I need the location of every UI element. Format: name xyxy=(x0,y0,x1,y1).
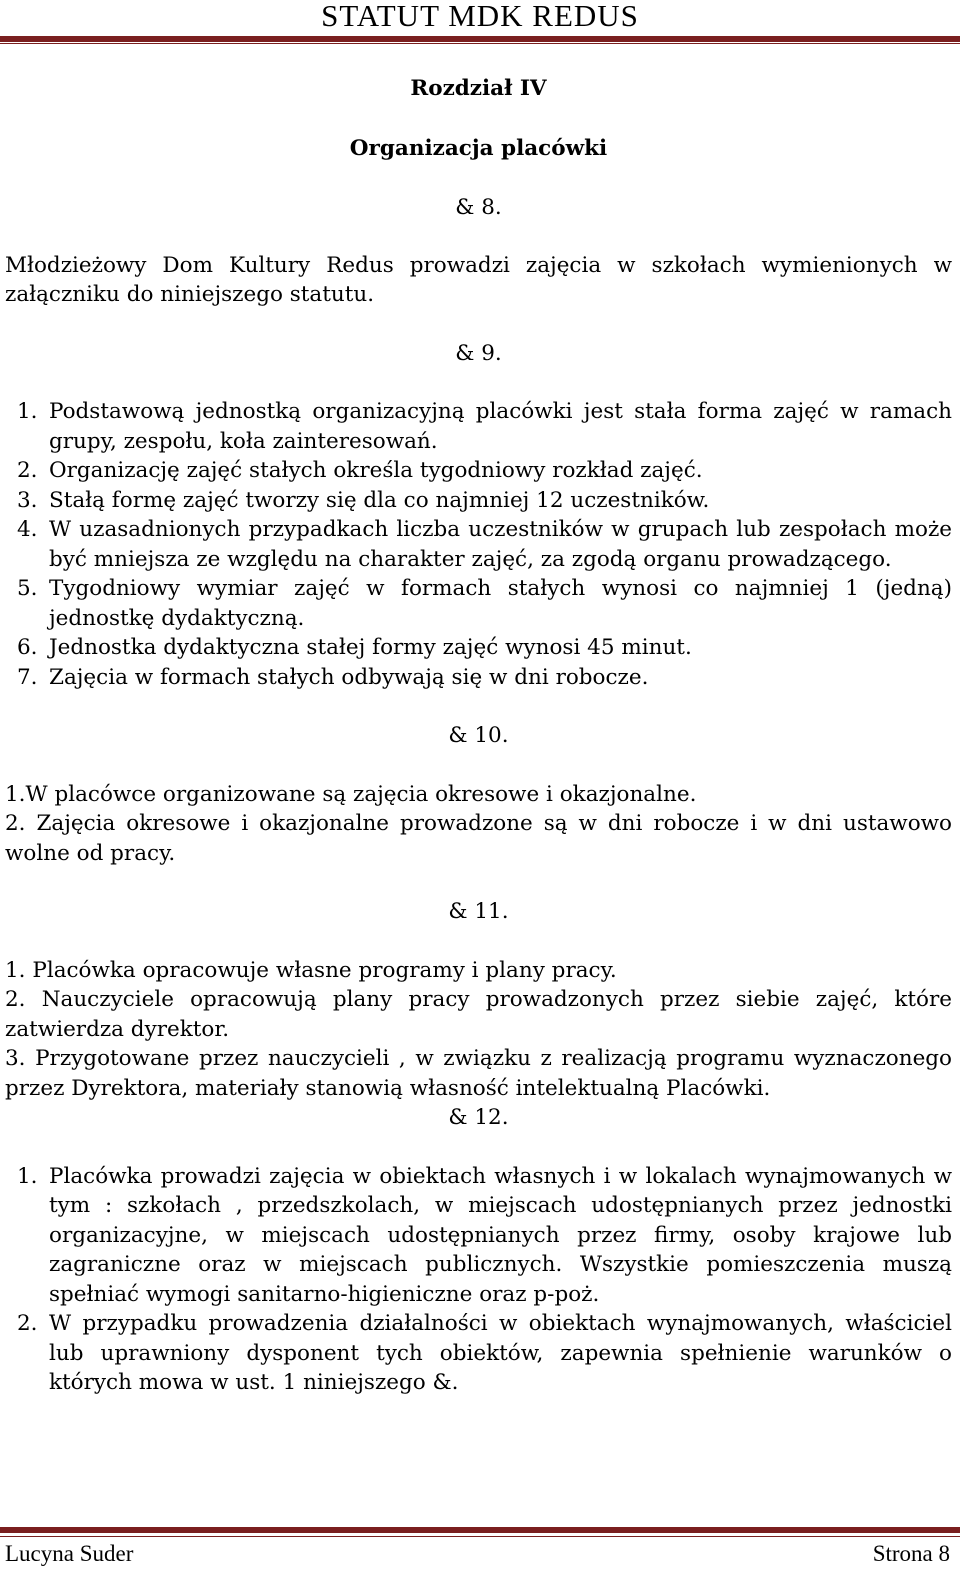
list-item-number: 4. xyxy=(17,517,38,542)
section-11-line-1: 1. Placówka opracowuje własne programy i plany pracy. xyxy=(5,957,617,983)
list-item-text: W przypadku prowadzenia działalności w obiektach wynajmowanych, właściciel lub uprawniony dysponent tych obiektów, zapewnia spełnienie warunków o których mowa w ust. 1 niniejszego &. xyxy=(49,1311,952,1395)
list-item-number: 1. xyxy=(17,1163,38,1189)
list-item-number: 6. xyxy=(17,635,38,660)
header-rule xyxy=(0,36,960,42)
footer-page-number: Strona 8 xyxy=(872,1541,950,1566)
section-mark-8: & 8. xyxy=(455,195,502,220)
list-item xyxy=(5,397,952,456)
list-item-text: Stałą formę zajęć tworzy się dla co najmniej 12 uczestników. xyxy=(49,487,710,513)
list-item-text: Podstawową jednostką organizacyjną placówki jest stała forma zajęć w ramach grupy, zespołu, koła zainteresowań. xyxy=(49,399,952,454)
list-item xyxy=(5,456,952,486)
section-9-list xyxy=(5,397,952,692)
list-item xyxy=(5,1309,952,1398)
list-item-text: Zajęcia w formach stałych odbywają się w dni robocze. xyxy=(49,664,649,690)
chapter-title: Organizacja placówki xyxy=(349,135,608,161)
footer-rule-thin xyxy=(0,1536,960,1537)
chapter-number: Rozdział IV xyxy=(410,76,547,101)
list-item-text: W uzasadnionych przypadkach liczba uczestników w grupach lub zespołach może być mniejsza ze względu na charakter zajęć, za zgodą organu prowadzącego. xyxy=(49,517,952,572)
section-12-list xyxy=(5,1162,952,1398)
section-10-line-2: 2. Zajęcia okresowe i okazjonalne prowadzone są w dni robocze i w dni ustawowo wolne od pracy. xyxy=(5,811,952,866)
header-rule-thin xyxy=(0,43,960,44)
list-item xyxy=(5,486,952,516)
list-item xyxy=(5,1162,952,1310)
list-item-number: 3. xyxy=(17,487,38,513)
list-item-number: 7. xyxy=(17,664,38,690)
footer-rule xyxy=(0,1527,960,1533)
section-mark-9: & 9. xyxy=(455,340,502,366)
list-item-text: Organizację zajęć stałych określa tygodniowy rozkład zajęć. xyxy=(49,458,703,483)
list-item-text: Jednostka dydaktyczna stałej formy zajęć wynosi 45 minut. xyxy=(49,635,692,660)
list-item xyxy=(5,574,952,633)
section-10-line-1: 1.W placówce organizowane są zajęcia okresowe i okazjonalne. xyxy=(5,781,697,807)
list-item-number: 2. xyxy=(17,458,38,483)
list-item-number: 5. xyxy=(17,576,38,601)
document-body xyxy=(5,70,952,1398)
list-item-number: 1. xyxy=(17,399,38,424)
page-footer xyxy=(5,1541,950,1567)
list-item xyxy=(5,515,952,574)
list-item-text: Tygodniowy wymiar zajęć w formach stałych wynosi co najmniej 1 (jedną) jednostkę dydaktyczną. xyxy=(49,576,952,631)
section-mark-12: & 12. xyxy=(448,1105,509,1130)
section-8-text: Młodzieżowy Dom Kultury Redus prowadzi zajęcia w szkołach wymienionych w załączniku do niniejszego statutu. xyxy=(5,252,952,307)
page-header-title: STATUT MDK REDUS xyxy=(321,0,639,33)
section-mark-11: & 11. xyxy=(448,899,509,924)
section-11-line-2: 2. Nauczyciele opracowują plany pracy prowadzonych przez siebie zajęć, które zatwierdza dyrektor. xyxy=(5,987,952,1042)
footer-author: Lucyna Suder xyxy=(5,1541,134,1566)
list-item-text: Placówka prowadzi zajęcia w obiektach własnych i w lokalach wynajmowanych w tym : szkołach , przedszkolach, w miejscach udostępnianych przez jednostki organizacyjne, w miejscach udostępnianych przez firmy, osoby krajowe lub zagraniczne oraz w miejscach publicznych. Wszystkie pomieszczenia muszą spełniać wymogi sanitarno-higieniczne oraz p-poż. xyxy=(49,1163,952,1307)
list-item-number: 2. xyxy=(17,1311,38,1336)
list-item xyxy=(5,663,952,693)
section-mark-10: & 10. xyxy=(448,723,509,748)
section-11-line-3: 3. Przygotowane przez nauczycieli , w związku z realizacją programu wyznaczonego przez Dyrektora, materiały stanowią własność intelektualną Placówki. xyxy=(5,1046,952,1101)
list-item xyxy=(5,633,952,663)
